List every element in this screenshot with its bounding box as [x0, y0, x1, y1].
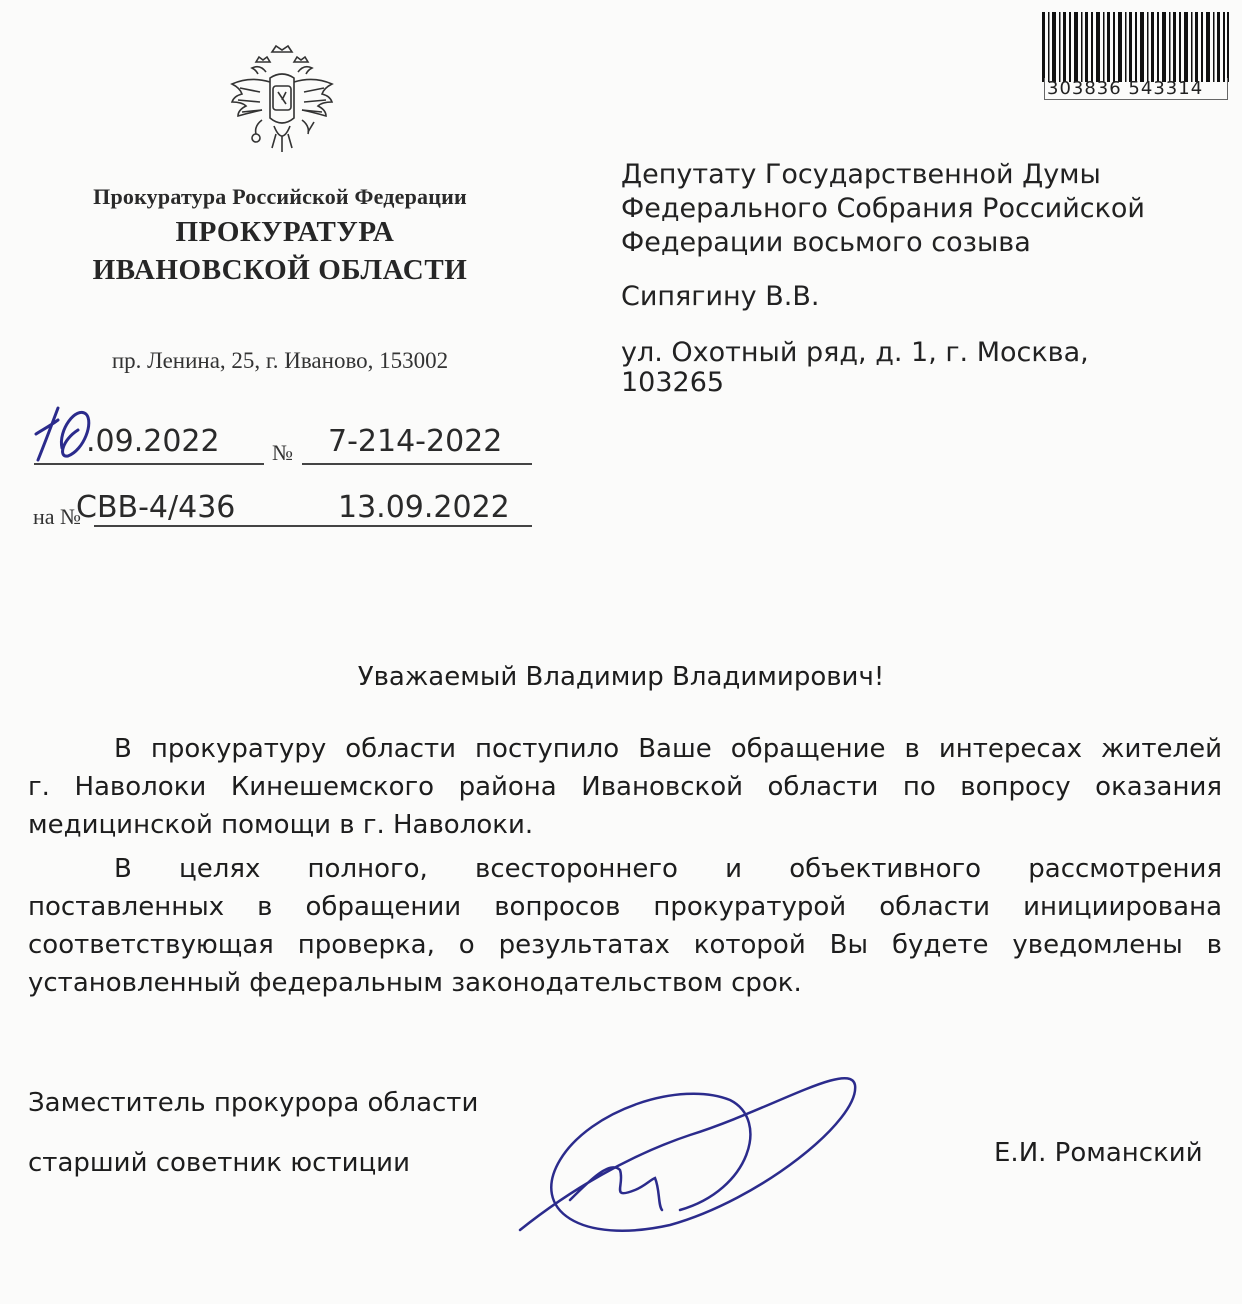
handwritten-signature [510, 1040, 880, 1240]
paragraph-2-line-1: В целях полного, всестороннего и объективного рассмотрения [114, 854, 1222, 884]
reply-date: 13.09.2022 [338, 490, 510, 525]
outgoing-number: 7-214-2022 [328, 424, 503, 459]
reply-number: СВВ-4/436 [76, 490, 236, 525]
recipient-title [621, 158, 1145, 260]
recipient-name: Сипягину В.В. [621, 281, 820, 312]
recipient-line2: Федерального Собрания Российской [621, 193, 1145, 224]
agency-address: пр. Ленина, 25, г. Иваново, 153002 [111, 348, 449, 373]
paragraph-1 [28, 730, 1222, 844]
signer-rank: старший советник юстиции [28, 1148, 410, 1178]
greeting: Уважаемый Владимир Владимирович! [357, 662, 885, 692]
paragraph-2-line-3: соответствующая проверка, о результатах которой Вы будете уведомлены в [28, 930, 1222, 960]
agency-title: ПРОКУРАТУРА [175, 216, 395, 248]
reply-label: на № [33, 504, 82, 529]
recipient-line1: Депутату Государственной Думы [621, 159, 1101, 190]
recipient-address-line2: 103265 [621, 367, 725, 398]
paragraph-1-line-2: г. Наволоки Кинешемского района Ивановской области по вопросу оказания [28, 772, 1222, 802]
paragraph-2-line-2: поставленных в обращении вопросов прокуратурой области инициирована [28, 892, 1222, 922]
recipient-address-line1: ул. Охотный ряд, д. 1, г. Москва, [621, 337, 1089, 368]
recipient-line3: Федерации восьмого созыва [621, 227, 1031, 258]
date-underline [34, 463, 264, 465]
paragraph-1-line-1: В прокуратуру области поступило Ваше обращение в интересах жителей [114, 734, 1222, 764]
number-label: № [272, 440, 293, 465]
paragraph-2 [28, 850, 1222, 1002]
signer-position: Заместитель прокурора области [28, 1088, 479, 1118]
recipient-address [621, 336, 1089, 400]
agency-title-federal: Прокуратура Российской Федерации [93, 184, 467, 209]
barcode [1040, 12, 1230, 82]
number-underline [302, 463, 532, 465]
signer-name: Е.И. Романский [994, 1138, 1203, 1168]
agency-region: ИВАНОВСКОЙ ОБЛАСТИ [92, 254, 468, 286]
paragraph-2-line-4: установленный федеральным законодательством срок. [28, 968, 802, 998]
paragraph-1-line-3: медицинской помощи в г. Наволоки. [28, 810, 534, 840]
barcode-number: 303836 543314 [1044, 78, 1228, 100]
reply-underline [94, 525, 532, 527]
outgoing-date: .09.2022 [86, 424, 220, 459]
russian-eagle-emblem-icon [226, 42, 338, 166]
